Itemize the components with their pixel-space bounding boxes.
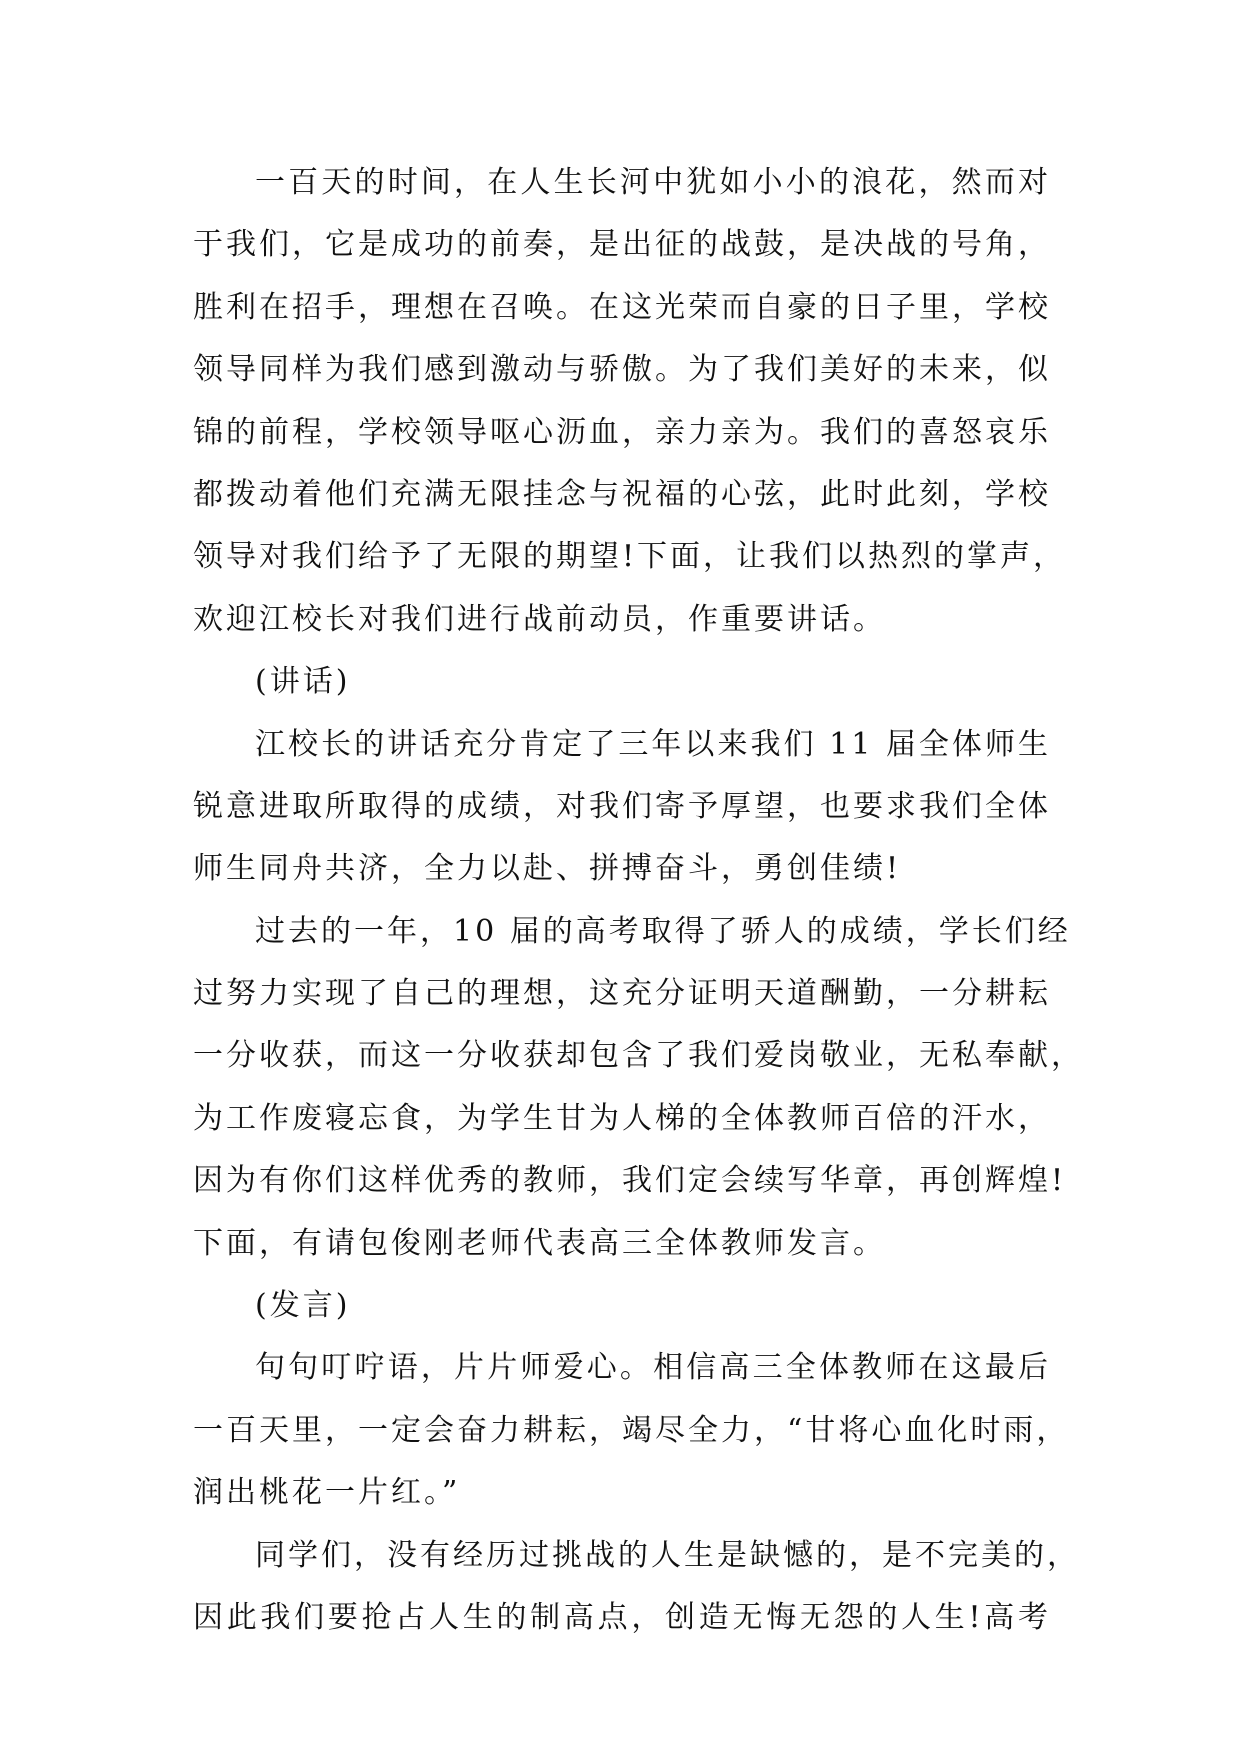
text-line: 因此我们要抢占人生的制高点，创造无悔无怨的人生!高考	[193, 1599, 1051, 1635]
text-line: 师生同舟共济，全力以赴、拼搏奋斗，勇创佳绩!	[193, 851, 902, 887]
text-line: 一百天的时间，在人生长河中犹如小小的浪花，然而对	[255, 165, 1051, 200]
text-line: 锦的前程，学校领导呕心沥血，亲力亲为。我们的喜怒哀乐	[193, 414, 1051, 450]
text-line: 句句叮咛语，片片师爱心。相信高三全体教师在这最后	[255, 1350, 1051, 1386]
text-line: 为工作废寝忘食，为学生甘为人梯的全体教师百倍的汗水，	[193, 1100, 1051, 1136]
text-line: 江校长的讲话充分肯定了三年以来我们 11 届全体师生	[255, 726, 1051, 762]
text-line: 锐意进取所取得的成绩，对我们寄予厚望，也要求我们全体	[193, 788, 1051, 824]
text-line: 于我们，它是成功的前奏，是出征的战鼓，是决战的号角，	[193, 227, 1051, 263]
text-line: 一分收获，而这一分收获却包含了我们爱岗敬业，无私奉献，	[193, 1038, 1084, 1074]
text-line: 领导同样为我们感到激动与骄傲。为了我们美好的未来，似	[193, 352, 1051, 388]
text-line: 过去的一年，10 届的高考取得了骄人的成绩，学长们经	[255, 913, 1071, 949]
document-body	[193, 152, 1084, 1649]
text-line: 一百天里，一定会奋力耕耘，竭尽全力，“甘将心血化时雨，	[193, 1412, 1070, 1448]
text-line: 胜利在招手，理想在召唤。在这光荣而自豪的日子里，学校	[193, 289, 1051, 325]
text-line: 同学们，没有经历过挑战的人生是缺憾的，是不完美的，	[255, 1537, 1080, 1573]
text-line: 都拨动着他们充满无限挂念与祝福的心弦，此时此刻，学校	[193, 476, 1051, 512]
text-line: 欢迎江校长对我们进行战前动员，作重要讲话。	[193, 601, 886, 637]
text-line: 领导对我们给予了无限的期望!下面，让我们以热烈的掌声，	[193, 539, 1067, 575]
text-line: (发言)	[255, 1288, 351, 1324]
text-line: (讲话)	[255, 664, 351, 700]
text-line: 润出桃花一片红。”	[193, 1475, 461, 1511]
text-line: 过努力实现了自己的理想，这充分证明天道酬勤，一分耕耘	[193, 976, 1051, 1012]
text-line: 下面，有请包俊刚老师代表高三全体教师发言。	[193, 1225, 886, 1261]
text-line: 因为有你们这样优秀的教师，我们定会续写华章，再创辉煌!	[193, 1163, 1067, 1199]
